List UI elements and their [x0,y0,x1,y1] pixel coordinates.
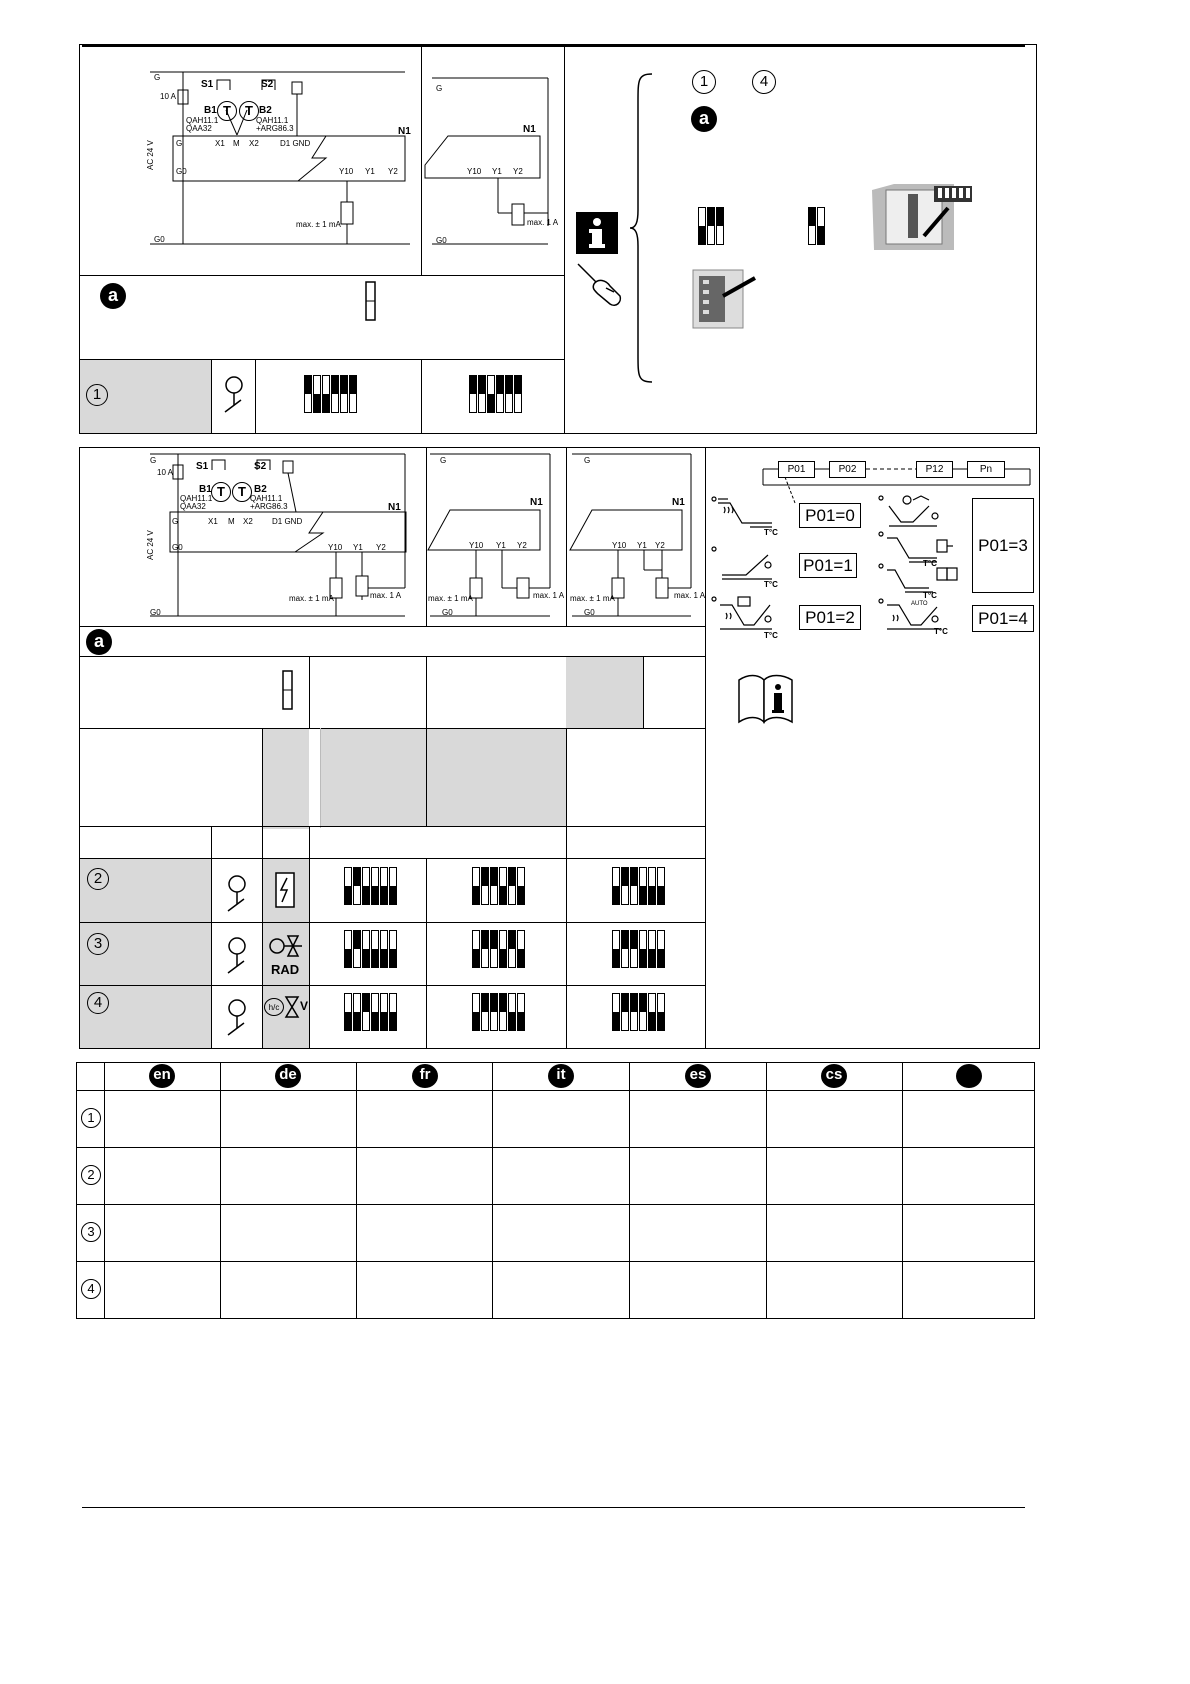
table-row-marker-4: 4 [81,1279,101,1299]
table-row-marker-1: 1 [81,1108,101,1128]
dip-setting-3b [472,930,525,968]
mode-box-p01-1: P01=1 [799,553,857,578]
note-a-badge-2: a [86,629,112,655]
dip-setting-4b [472,993,525,1031]
mode-box-p01-2: P01=2 [799,605,861,630]
row-marker-3: 3 [87,933,109,955]
row-marker-2: 2 [87,868,109,890]
dip-setting-4a [344,993,397,1031]
mode-3c-graph-icon [877,562,967,602]
sensor-probe-icon [222,936,252,978]
param-box-p12: P12 [916,461,953,478]
lang-badge-es: es [685,1064,711,1088]
row-marker-4: 4 [87,992,109,1014]
dip-setting-2c [612,867,665,905]
row-marker-1: 1 [86,384,108,406]
dip-setting-2a [344,867,397,905]
mode-3a-graph-icon [877,494,957,534]
param-box-pn: Pn [967,461,1005,478]
lang-badge-it: it [548,1064,574,1088]
table-row-marker-2: 2 [81,1165,101,1185]
mode-box-p01-4: P01=4 [972,605,1034,632]
table-row-marker-3: 3 [81,1222,101,1242]
heat-cool-valve-icon: h/c [264,998,284,1016]
electric-heater-icon [275,872,297,910]
manual-book-icon [736,670,796,726]
lang-badge-de: de [275,1064,301,1088]
lang-badge-fr: fr [412,1064,438,1088]
info-note-badge: a [691,106,717,132]
lang-badge-cs: cs [821,1064,847,1088]
mode-box-p01-0: P01=0 [799,503,861,528]
sensor-probe-icon [222,874,252,916]
sensor-b1-icon: T [217,101,237,121]
dip-setting-3a [344,930,397,968]
lang-badge-blank [956,1064,982,1088]
dip-setting-4c [612,993,665,1031]
mode-box-p01-3: P01=3 [972,498,1034,593]
dip-setting-2b [472,867,525,905]
sensor-b1-icon: T [211,482,231,502]
lang-badge-en: en [149,1064,175,1088]
valve-icon [268,934,304,958]
sensor-b2-icon: T [232,482,252,502]
param-box-p02: P02 [829,461,866,478]
mode-1-cooling-graph-icon [710,545,780,585]
dip-setting-3c [612,930,665,968]
sensor-b2-icon: T [239,101,259,121]
sensor-probe-icon [222,998,252,1040]
note-a-badge: a [100,283,126,309]
ref-circle-start: 1 [692,70,716,94]
dip-switch-single-icon [282,670,294,710]
param-box-p01: P01 [778,461,815,478]
ref-circle-end: 4 [752,70,776,94]
